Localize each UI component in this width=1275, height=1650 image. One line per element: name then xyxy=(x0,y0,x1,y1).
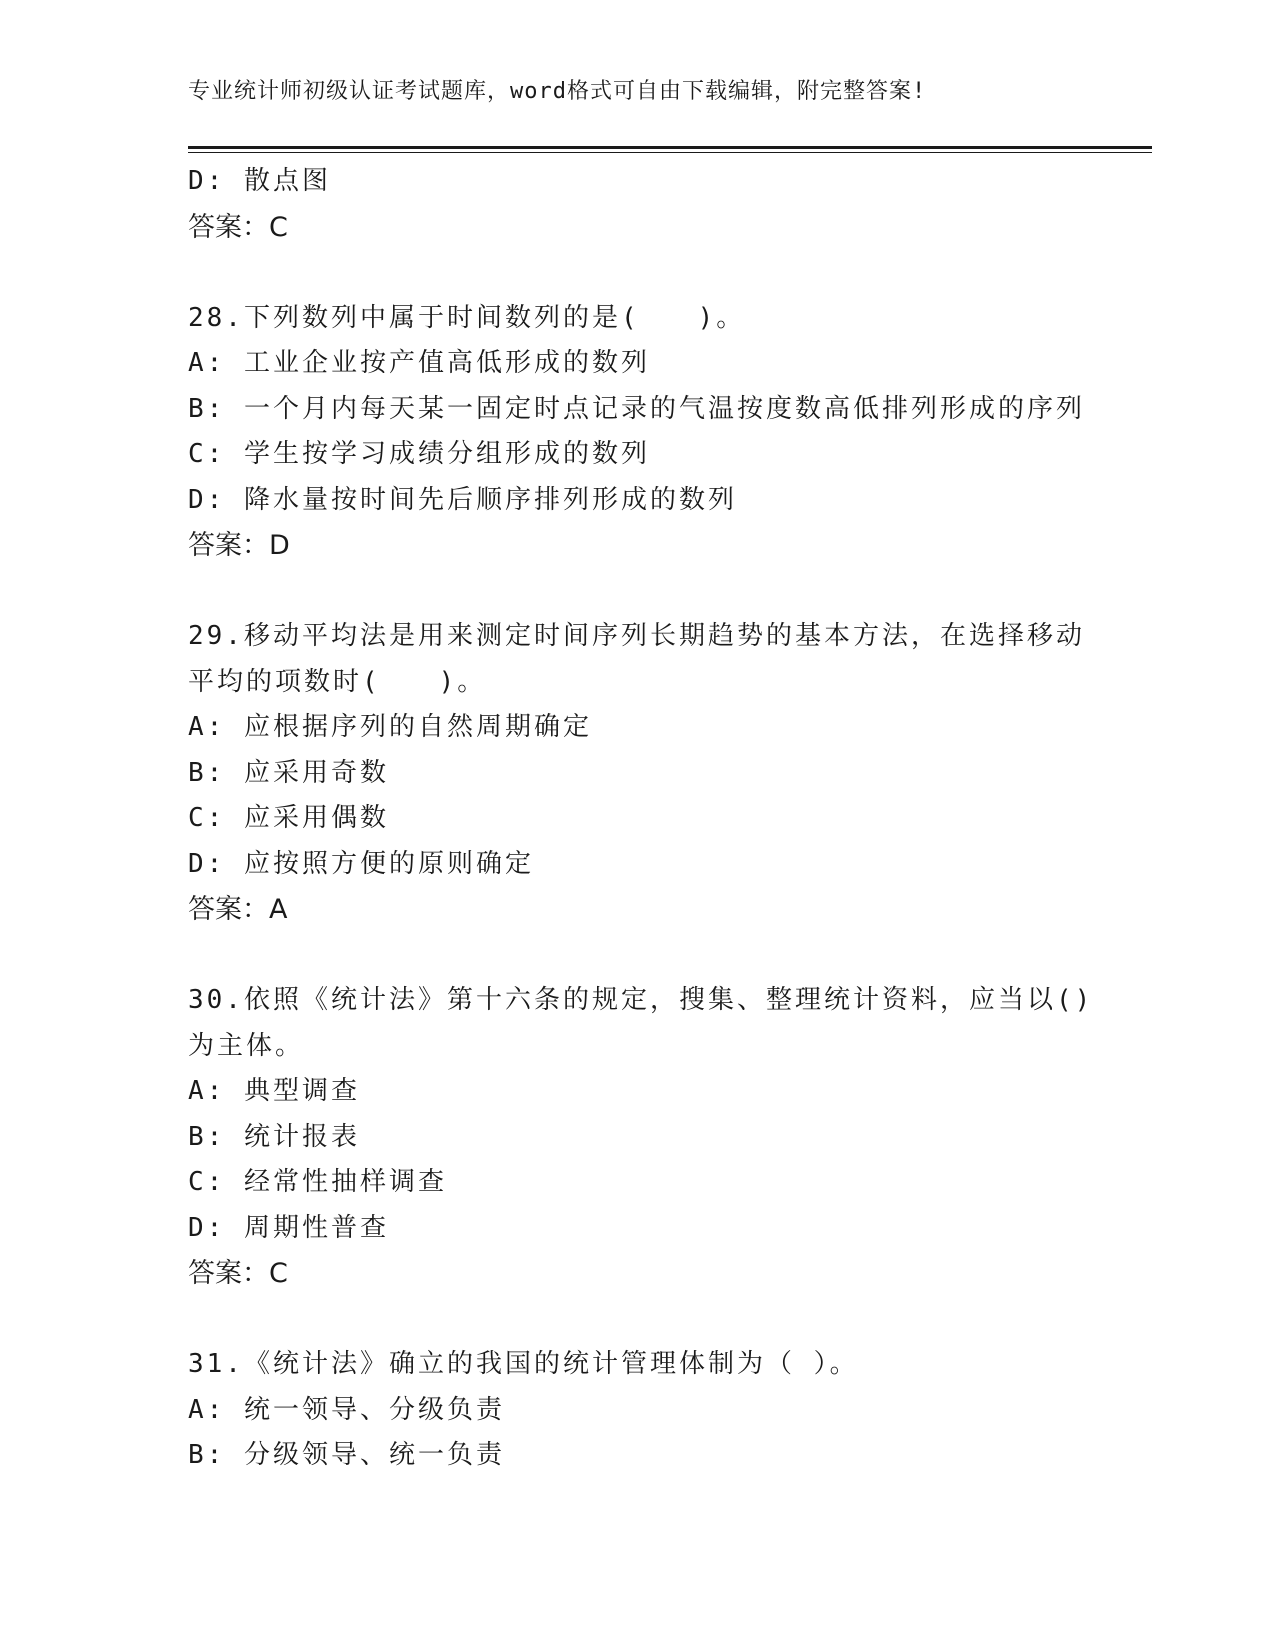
answer-line: 答案：C xyxy=(188,1258,288,1289)
option-a: A: 统一领导、分级负责 xyxy=(188,1394,505,1425)
option-d: D: 散点图 xyxy=(188,166,331,196)
option-a: A: 工业企业按产值高低形成的数列 xyxy=(188,348,650,378)
spacer xyxy=(188,569,1088,615)
option-d: D: 应按照方便的原则确定 xyxy=(188,848,534,879)
option-b: B: 应采用奇数 xyxy=(188,757,389,788)
spacer xyxy=(188,933,1088,979)
option-c: C: 经常性抽样调查 xyxy=(188,1167,447,1197)
option-b: B: 一个月内每天某一固定时点记录的气温按度数高低排列形成的序列 xyxy=(188,393,1085,424)
option-d: D: 周期性普查 xyxy=(188,1212,389,1243)
question-stem-cont: 为主体。 xyxy=(188,1030,305,1061)
answer-line: 答案：A xyxy=(188,894,288,925)
spacer xyxy=(188,250,1088,296)
question-stem: 28.下列数列中属于时间数列的是( )。 xyxy=(188,302,746,333)
question-stem: 29.移动平均法是用来测定时间序列长期趋势的基本方法，在选择移动 xyxy=(188,621,1085,651)
header-divider-thick xyxy=(188,146,1152,149)
option-d: D: 降水量按时间先后顺序排列形成的数列 xyxy=(188,484,737,515)
question-stem: 30.依照《统计法》第十六条的规定，搜集、整理统计资料，应当以() xyxy=(188,985,1094,1015)
page-header: 专业统计师初级认证考试题库，word格式可自由下载编辑，附完整答案! xyxy=(188,79,927,104)
option-a: A: 应根据序列的自然周期确定 xyxy=(188,712,592,742)
option-c: C: 应采用偶数 xyxy=(188,803,389,833)
option-b: B: 统计报表 xyxy=(188,1121,360,1152)
header-divider-thin xyxy=(188,152,1152,153)
question-list xyxy=(188,159,1094,1479)
option-b: B: 分级领导、统一负责 xyxy=(188,1440,505,1470)
answer-line: 答案：D xyxy=(188,530,290,561)
spacer xyxy=(188,1297,1088,1343)
option-c: C: 学生按学习成绩分组形成的数列 xyxy=(188,439,650,469)
question-stem-cont: 平均的项数时( )。 xyxy=(188,666,487,697)
question-stem: 31.《统计法》确立的我国的统计管理体制为（ ）。 xyxy=(188,1349,859,1379)
option-a: A: 典型调查 xyxy=(188,1076,360,1106)
answer-line: 答案：C xyxy=(188,211,288,243)
